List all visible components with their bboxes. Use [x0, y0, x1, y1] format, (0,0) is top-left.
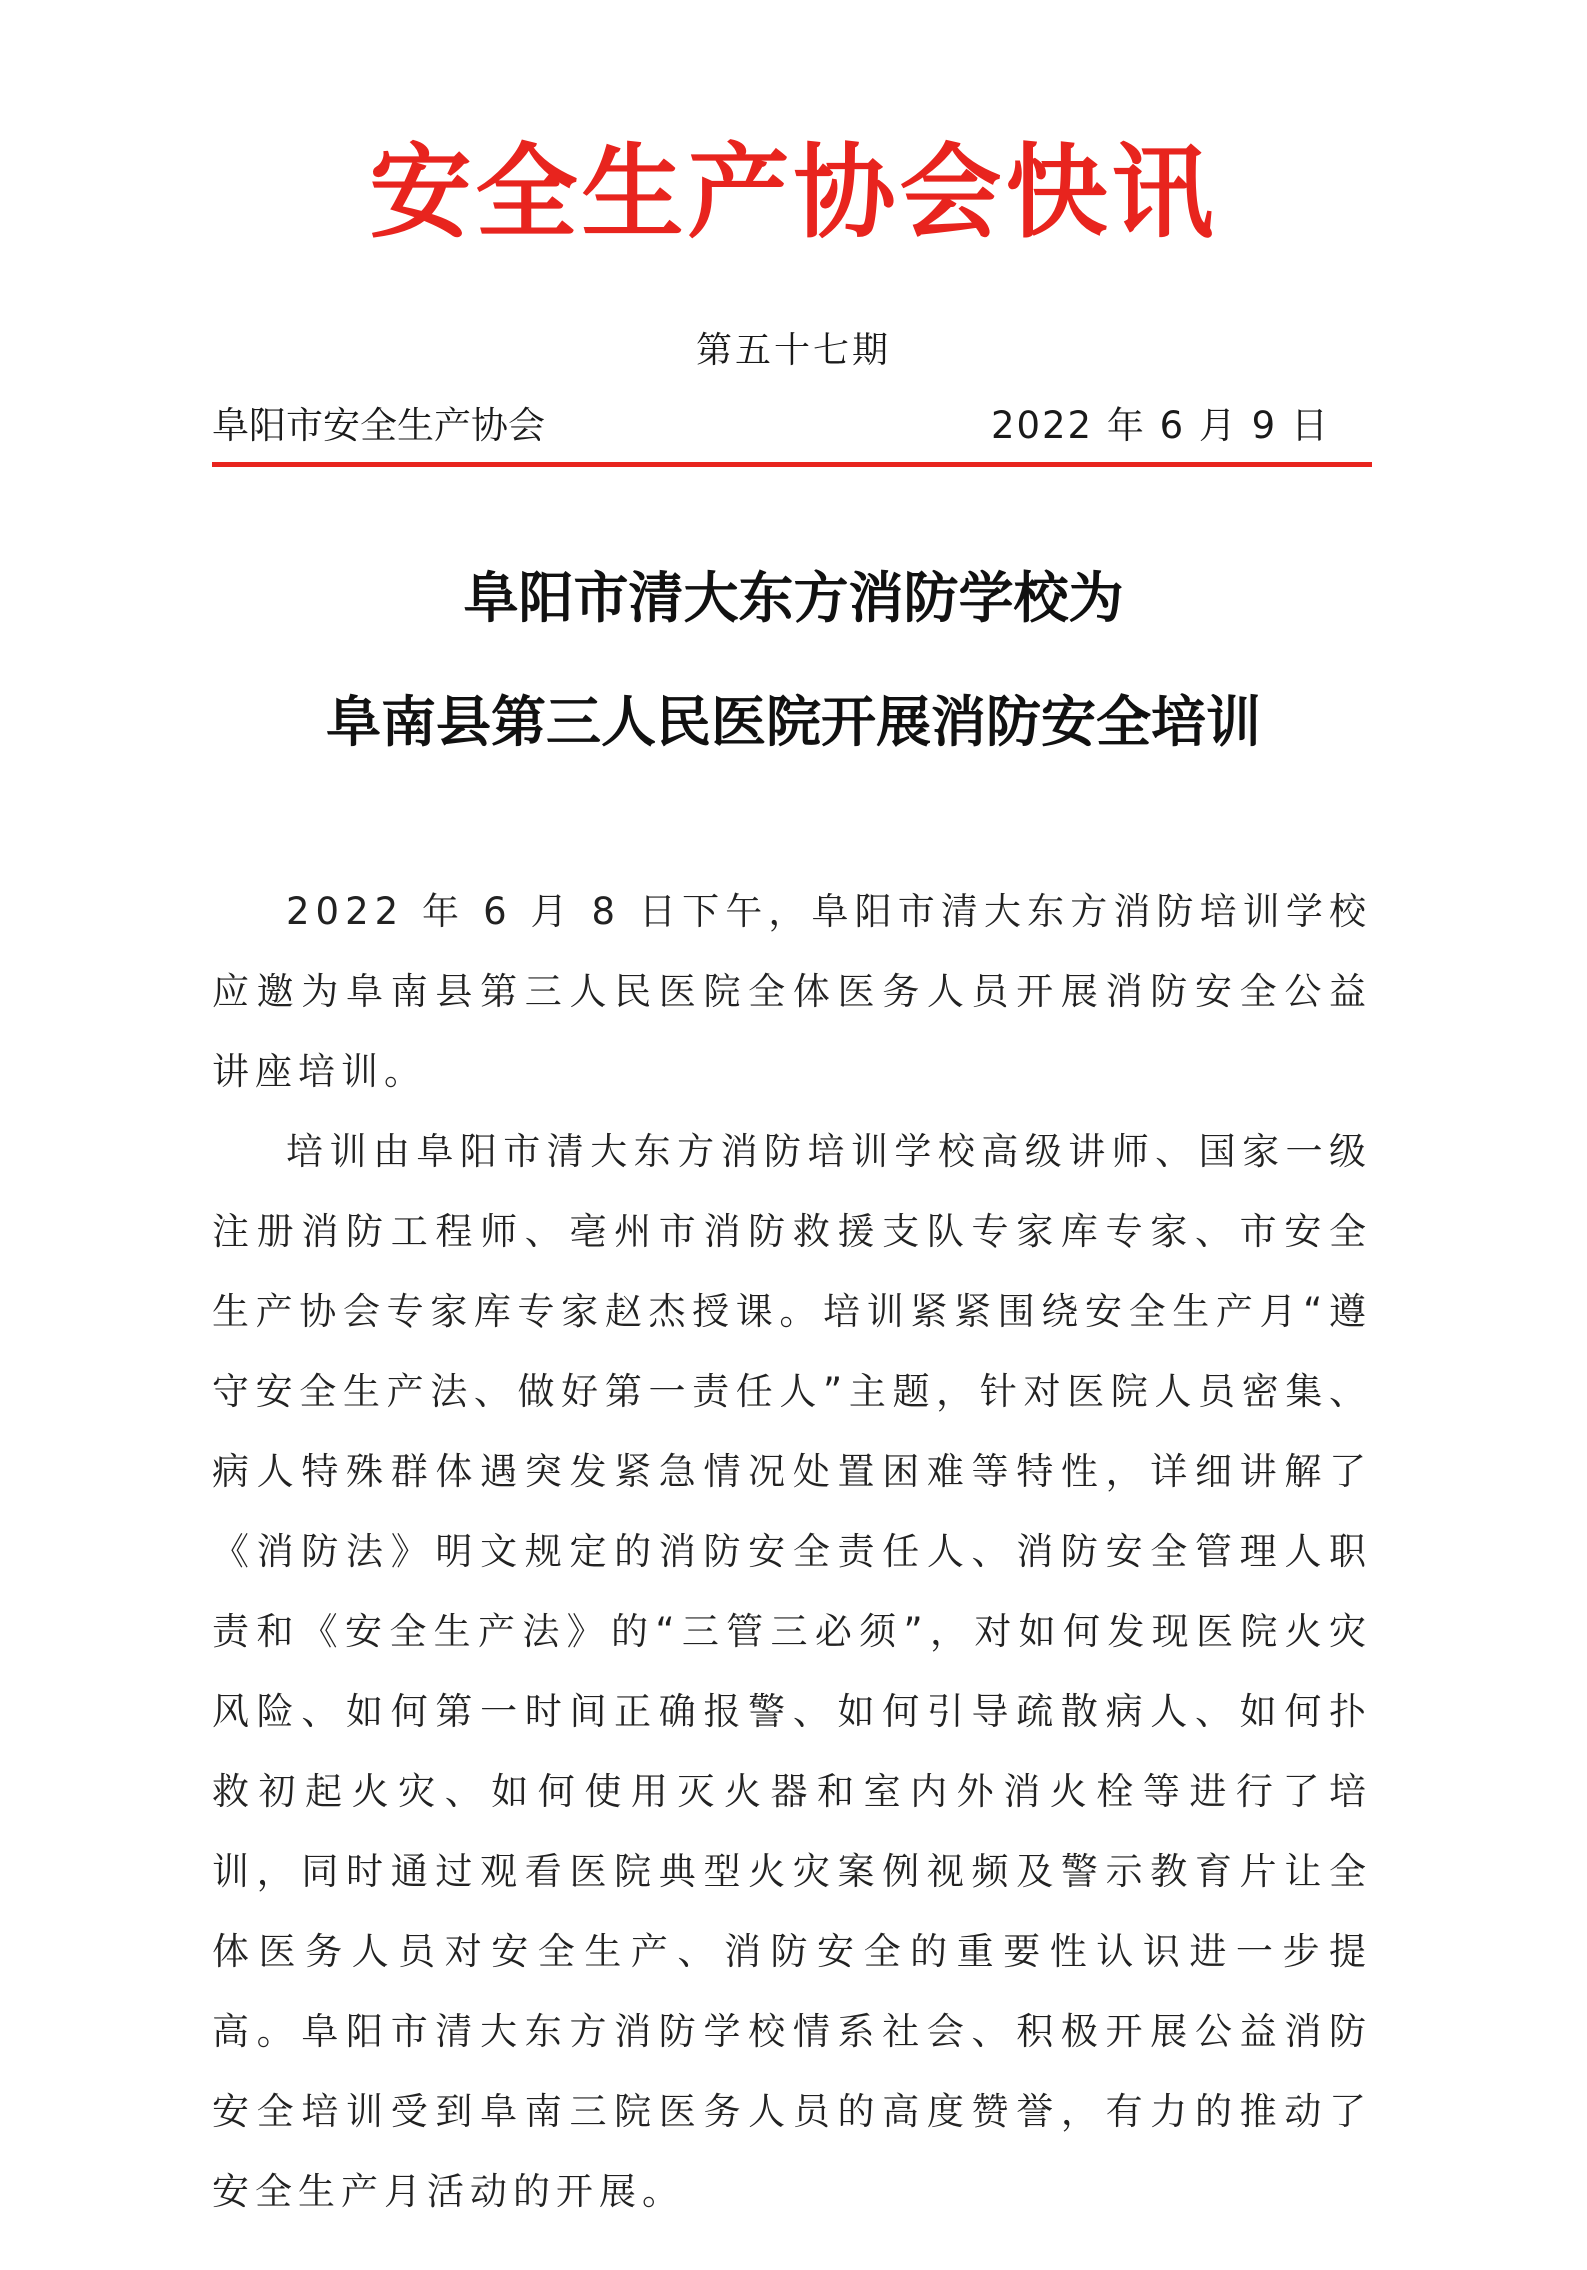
header-line: [212, 398, 1330, 454]
article-paragraph-2: 培训由阜阳市清大东方消防培训学校高级讲师、国家一级注册消防工程师、亳州市消防救援支队专家库专家、市安全生产协会专家库专家赵杰授课。培训紧紧围绕安全生产月“遵守安全生产法、做好第一责任人”主题，针对医院人员密集、病人特殊群体遇突发紧急情况处置困难等特性，详细讲解了《消防法》明文规定的消防安全责任人、消防安全管理人职责和《安全生产法》的“三管三必须”，对如何发现医院火灾风险、如何第一时间正确报警、如何引导疏散病人、如何扑救初起火灾、如何使用灭火器和室内外消火栓等进行了培训，同时通过观看医院典型火灾案例视频及警示教育片让全体医务人员对安全生产、消防安全的重要性认识进一步提高。阜阳市清大东方消防学校情系社会、积极开展公益消防安全培训受到阜南三院医务人员的高度赞誉，有力的推动了安全生产月活动的开展。: [212, 1130, 1372, 2213]
article-title-line-2: 阜南县第三人民医院开展消防安全培训: [325, 689, 1261, 754]
article-title-line-1: 阜阳市清大东方消防学校为: [463, 565, 1124, 630]
article-body: [212, 872, 1372, 2232]
issue-number: 第五十七期: [695, 330, 891, 371]
organization-name: 阜阳市安全生产协会: [212, 404, 545, 447]
masthead-title: 安全生产协会快讯: [369, 133, 1218, 253]
red-divider: [212, 462, 1372, 467]
article-paragraph-1: 2022 年 6 月 8 日下午，阜阳市清大东方消防培训学校应邀为阜南县第三人民医院全体医务人员开展消防安全公益讲座培训。: [212, 890, 1372, 1093]
publish-date: 2022 年 6 月 9 日: [990, 404, 1330, 447]
